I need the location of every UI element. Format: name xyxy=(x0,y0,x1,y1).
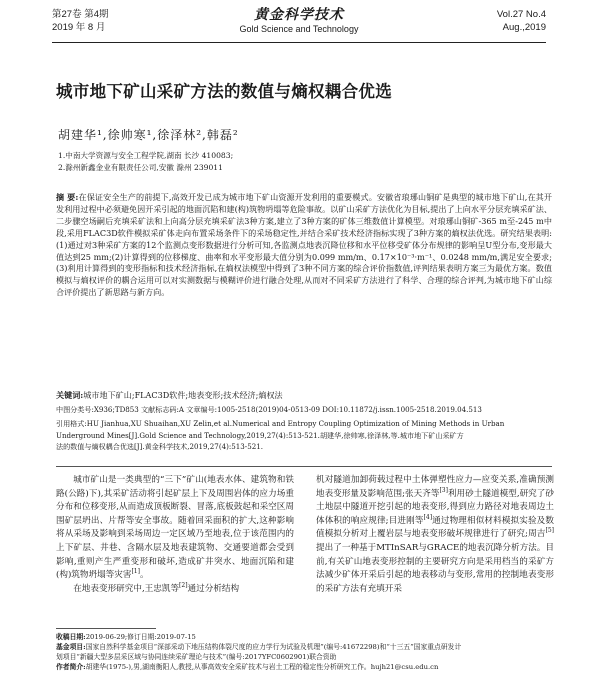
body-column-right xyxy=(316,474,554,596)
fund-text: 国家自然科学基金项目“深部采动下地压结构体裂尺度的应力学行为试验及机理”(编号:41672298)和“十三五”国家重点研发计 xyxy=(85,643,462,651)
body-text: 机对隧道加卸荷载过程中土体弹塑性应力—应变关系,准确预测地表变形量及影响范围;张天齐等 xyxy=(316,475,554,499)
abstract-label: 摘 要: xyxy=(56,192,79,202)
abstract-text: 在保证安全生产的前提下,高效开发已成为城市地下矿山资源开发利用的重要模式。安徽省琅琊山铜矿是典型的城市地下矿山,在其开发利用过程中必须避免因开采引起的地面沉陷和建(构)筑物坍塌等危险事故。以矿山采矿方法优化为目标,提出了上向水平分层充填采矿法、二步骤空场嗣后充填采矿法和上向高分层充填采矿法3种方案,建立了3种方案的矿体三维数值计算模型。对琅琊山铜矿-365 m至-245 m中段,采用FLAC3D软件模拟采矿体走向布置采场条件下的采场稳定性,并结合采矿技术经济指标实现了3种方案的熵权法优选。研究结果表明:(1)通过对3种采矿方案的12个监测点变形数据进行分析可知,各监测点地表沉降位移和水平位移受矿体分布规律的影响呈U型分布,变形最大值达到25 mm;(2)计算得到的位移梯度、曲率和水平变形最大值分别为0.099 mm/m、0.17×10⁻³·m⁻¹、0.0248 mm/m,满足安全要求;(3)利用计算得到的变形指标和技术经济指标,在熵权法模型中得到了3种不同方案的综合评价指数值,评判结果表明方案三为最优方案。数值模拟与熵权评价的耦合运用可以对实测数据与模糊评价进行融合处理,从而对不同采矿方法进行了科学、合理的综合评判,为城市地下矿山综合评价提出了新思路与新方向。 xyxy=(56,192,552,298)
body-text: 在地表变形研究中,王忠凯等 xyxy=(73,583,180,594)
keywords-label: 关键词: xyxy=(56,390,84,400)
fund-info-line-1 xyxy=(56,642,552,652)
article-title: 城市地下矿山采矿方法的数值与熵权耦合优选 xyxy=(56,82,392,101)
journal-name-en: Gold Science and Technology xyxy=(239,24,359,34)
keywords-text: 城市地下矿山;FLAC3D软件;地表变形;技术经济;熵权法 xyxy=(83,390,283,400)
author-bio xyxy=(56,662,552,672)
citation-ref[interactable]: [1] xyxy=(131,568,140,576)
citation-ref[interactable]: [2] xyxy=(179,581,188,589)
received-date xyxy=(56,632,552,642)
affiliation-2: 2.滁州新鑫金业有限责任公司,安徽 滁州 239011 xyxy=(58,163,223,172)
received-label: 收稿日期: xyxy=(56,633,86,641)
affiliations xyxy=(58,150,233,174)
body-paragraph-1: 城市矿山是一类典型的“三下”矿山(地表水体、建筑物和铁路(公路)下),其采矿活动将引起矿层上下及周围岩体的应力场重分布和位移变形,从而造成顶板断裂、冒落,底板鼓起和采空区周围矿层坍出、片帮等安全事故。随着回采面积的扩大,这种影响将从采场及影响到采场周边一定区域乃至地表,位于该范围内的上下矿层、井巷、含隔水层及地表建筑物、交通要道都会受到影响,重则产生严重变形和破坏,造成矿井突水、地面沉陷和建(构)筑物坍塌等灾害[1]。 xyxy=(56,475,294,581)
body-text: 城市矿山是一类典型的“三下”矿山(地表水体、建筑物和铁路(公路)下),其采矿活动将引起矿层上下及周围岩体的应力场重分布和位移变形,从而造成顶板断裂、冒落,底板鼓起和采空区周围矿层坍出、片帮等安全事故。随着回采面积的扩大,这种影响将从采场及影响到采场周边一定区域乃至地表,位于该范围内的上下矿层、井巷、含隔水层及地表建筑物、交通要道都会受到影响,重则产生严重变形和破坏,造成矿井突水、地面沉陷和建(构)筑物坍塌等灾害 xyxy=(56,475,294,581)
keywords xyxy=(56,389,552,401)
citation-line-2: Underground Mines[J].Gold Science and Technology,2019,27(4):513-521.胡建华,徐帅寒,徐泽林,等.城市地下矿山采矿方 xyxy=(56,430,464,440)
volume-issue-cn: 第27卷 第4期 xyxy=(52,9,109,20)
citation-line-3: 法的数值与熵权耦合优选[J].黄金科学技术,2019,27(4):513-521. xyxy=(56,442,263,451)
volume-issue-en: Vol.27 No.4 xyxy=(496,9,546,20)
author-list: 胡建华¹,徐帅寒¹,徐泽林²,韩磊² xyxy=(58,128,239,142)
body-text: 通过分析结构 xyxy=(187,583,240,594)
body-text: 通过物理相似材料模拟实验及数值模拟分析对上覆岩层与地表变形破坏规律进行了研究;周吉 xyxy=(316,515,554,540)
citation-format xyxy=(56,418,552,453)
body-paragraph-3 xyxy=(316,474,554,596)
author-bio-label: 作者简介: xyxy=(56,663,86,671)
citation-ref[interactable]: [3] xyxy=(439,486,448,494)
abstract xyxy=(56,192,552,299)
header-center xyxy=(52,8,546,36)
running-header xyxy=(52,8,546,40)
author-bio-text: 胡建华(1975-),男,湖南衡阳人,教授,从事高效安全采矿技术与岩土工程的稳定性分析研究工作。hujh21@csu.edu.cn xyxy=(85,663,439,671)
footnote-rule xyxy=(56,628,156,629)
citation-ref[interactable]: [5] xyxy=(545,527,554,535)
footnotes xyxy=(56,632,552,672)
header-right xyxy=(497,8,546,34)
body-paragraph-2 xyxy=(56,583,294,597)
date-en: Aug.,2019 xyxy=(502,22,546,33)
section-rule xyxy=(56,466,552,467)
citation-ref[interactable]: [4] xyxy=(423,513,433,521)
body-column-left xyxy=(56,474,294,596)
fund-label: 基金项目: xyxy=(56,643,86,651)
body-text: 提出了一种基于MTInSAR与GRACE的地表沉降分析方法。目前,有关矿山地表变形控制的主要研究方向是采用档当的采矿方法减少矿体开采后引起的地表移动与变形,常用的控制地表变形的采矿方法有充填开采 xyxy=(316,542,554,594)
citation-line-1: 引用格式:HU Jianhua,XU Shuaihan,XU Zelin,et al.Numerical and Entropy Coupling Optimization of Mining Methods in Urban xyxy=(56,419,505,428)
header-rule xyxy=(52,42,546,43)
fund-info-line-2: 划项目“新疆大型多层采区域与协同连续采矿理论与技术”(编号:2017YFC0602901)联合资助 xyxy=(56,653,337,661)
received-text: 2019-06-29;修订日期:2019-07-15 xyxy=(85,633,196,641)
affiliation-1: 1.中南大学资源与安全工程学院,湖南 长沙 410083; xyxy=(58,151,234,160)
body-text: 利用砂土隧道模型,研究了砂土地层中隧道开挖引起的地表变形,得到应力路径对地表周边土体体积的响应规律;目进刚等 xyxy=(316,488,554,526)
date-cn: 2019 年 8 月 xyxy=(52,22,106,33)
classification-line: 中图分类号:X936;TD853 文献标志码:A 文章编号:1005-2518(2019)04-0513-09 DOI:10.11872/j.issn.1005-2518.2019.04.513 xyxy=(56,405,482,414)
journal-name-cn: 黄金科学技术 xyxy=(254,7,344,23)
